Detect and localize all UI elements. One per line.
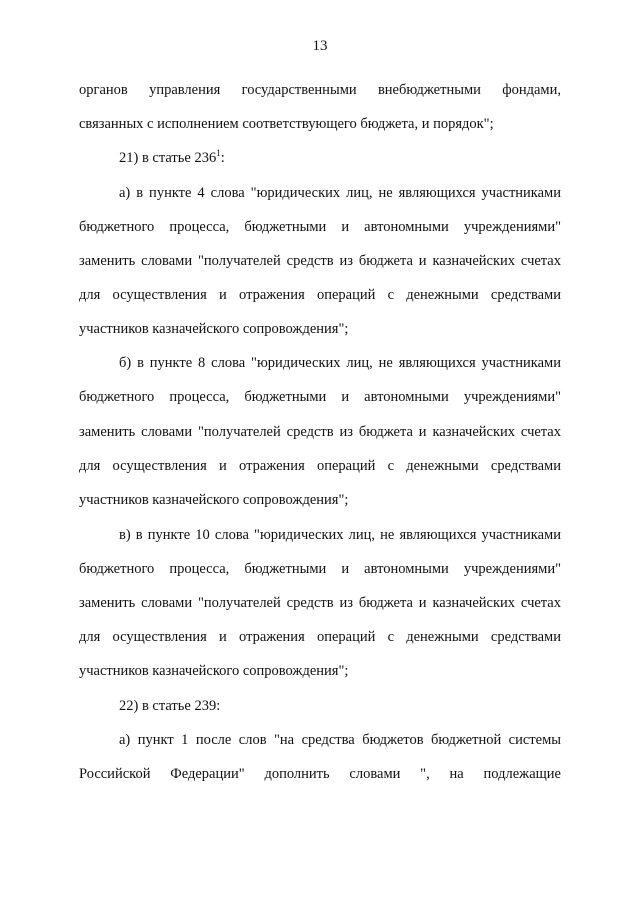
text-line: бюджетного процесса, бюджетными и автономными учреждениями": [79, 561, 561, 577]
article-heading-colon: :: [220, 150, 225, 166]
text-line: бюджетного процесса, бюджетными и автономными учреждениями": [79, 219, 561, 235]
text-line: заменить словами "получателей средств из бюджета и казначейских счетах: [79, 424, 561, 440]
text-line: заменить словами "получателей средств из бюджета и казначейских счетах: [79, 253, 561, 269]
text-line: а) в пункте 4 слова "юридических лиц, не являющихся участниками: [119, 185, 561, 201]
text-line: органов управления государственными внебюджетными фондами,: [79, 82, 561, 98]
text-line: заменить словами "получателей средств из бюджета и казначейских счетах: [79, 595, 561, 611]
article-superscript: 1: [216, 148, 221, 159]
page-number: 13: [312, 38, 328, 54]
text-line: связанных с исполнением соответствующего бюджета, и порядок";: [79, 116, 494, 132]
text-line: для осуществления и отражения операций с денежными средствами: [79, 458, 561, 474]
article-heading: [119, 148, 561, 168]
text-line: Российской Федерации" дополнить словами ", на подлежащие: [79, 766, 561, 782]
text-line: участников казначейского сопровождения";: [79, 321, 349, 337]
article-heading-text: 21) в статье 236: [119, 150, 217, 166]
text-line: бюджетного процесса, бюджетными и автономными учреждениями": [79, 389, 561, 405]
article-heading: 22) в статье 239:: [119, 698, 221, 714]
text-line: в) в пункте 10 слова "юридических лиц, не являющихся участниками: [119, 527, 561, 543]
text-line: участников казначейского сопровождения";: [79, 492, 349, 508]
text-line: б) в пункте 8 слова "юридических лиц, не являющихся участниками: [119, 355, 561, 371]
text-line: а) пункт 1 после слов "на средства бюджетов бюджетной системы: [119, 732, 561, 748]
text-line: участников казначейского сопровождения";: [79, 663, 349, 679]
text-line: для осуществления и отражения операций с денежными средствами: [79, 629, 561, 645]
text-line: для осуществления и отражения операций с денежными средствами: [79, 287, 561, 303]
